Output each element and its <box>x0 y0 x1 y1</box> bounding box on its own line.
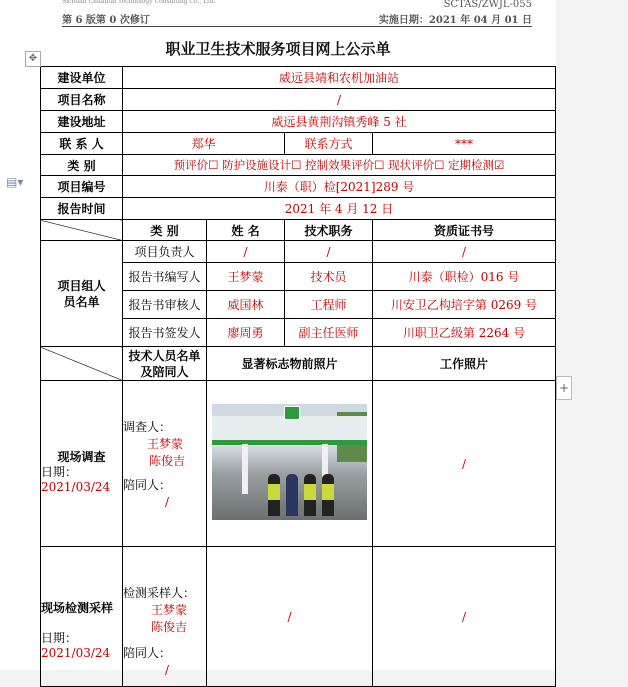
team-role: 报告书签发人 <box>123 319 207 347</box>
company-logo-text: Sichuan Chuantai Technology Consulting Co., Ltd. <box>62 0 216 5</box>
team-role: 项目负责人 <box>123 241 207 263</box>
photo-vest <box>268 484 280 500</box>
project-name-label: 项目名称 <box>41 89 123 111</box>
team-name: / <box>207 241 285 263</box>
companion-label: 陪同人： <box>123 478 172 492</box>
survey-work-photo: / <box>373 381 556 547</box>
report-time-value: 2021 年 4 月 12 日 <box>123 198 556 220</box>
category-options: 预评价☐ 防护设施设计☐ 控制效果评价☐ 现状评价☐ 定期检测☑ <box>123 155 556 176</box>
notice-table <box>40 66 556 687</box>
sampling-personnel <box>123 547 207 687</box>
marker-photo-cell <box>207 381 373 547</box>
team-title: 工程师 <box>285 291 373 319</box>
sampling-companion-label: 陪同人： <box>123 646 172 660</box>
team-header-category: 类 别 <box>123 220 207 241</box>
sampling-work-photo: / <box>373 547 556 687</box>
add-column-plus-icon[interactable]: + <box>556 376 572 400</box>
contact-method-value: *** <box>373 133 556 155</box>
sampling-date-label: 日期： <box>41 631 78 645</box>
survey-date-label: 日期： <box>41 465 78 479</box>
survey-date: 2021/03/24 <box>41 480 111 494</box>
project-no-value: 川泰（职）检[2021]289 号 <box>123 176 556 198</box>
contact-method-label: 联系方式 <box>285 133 373 155</box>
team-cert: 川职卫乙级第 2264 号 <box>373 319 556 347</box>
photo-vest <box>304 484 316 500</box>
team-cert: / <box>373 241 556 263</box>
construction-unit-label: 建设单位 <box>41 67 123 89</box>
photo-person <box>286 474 298 516</box>
team-title: 技术员 <box>285 263 373 291</box>
project-name-value: / <box>123 89 556 111</box>
sampler-name: 陈俊吉 <box>151 620 188 634</box>
team-header-diagonal <box>41 220 123 241</box>
team-title: 副主任医师 <box>285 319 373 347</box>
companion-value: / <box>164 495 170 509</box>
team-title: / <box>285 241 373 263</box>
team-role: 报告书审核人 <box>123 291 207 319</box>
sampler-name: 王梦蒙 <box>151 603 188 617</box>
project-no-label: 项目编号 <box>41 176 123 198</box>
team-header-name: 姓 名 <box>207 220 285 241</box>
team-header-title: 技术职务 <box>285 220 373 241</box>
sampling-companion-value: / <box>164 663 170 677</box>
sampling-label: 现场检测采样 <box>41 601 114 615</box>
effective-date: 实施日期：2021 年 04 月 01 日 <box>378 15 532 26</box>
category-label: 类 别 <box>41 155 123 176</box>
team-name: 王梦蒙 <box>207 263 285 291</box>
sampler-label: 检测采样人： <box>123 586 196 600</box>
sampling-section <box>41 547 123 687</box>
document-options-icon[interactable]: ▤▾ <box>6 175 24 189</box>
team-cert: 川安卫乙构培字第 0269 号 <box>373 291 556 319</box>
address-value: 威远县黄荆沟镇秀峰 5 社 <box>123 111 556 133</box>
sampling-date: 2021/03/24 <box>41 646 111 660</box>
sampling-marker-photo: / <box>207 547 373 687</box>
address-label: 建设地址 <box>41 111 123 133</box>
investigator-label: 调查人： <box>123 420 172 434</box>
photo-canopy <box>212 416 367 445</box>
page-title: 职业卫生技术服务项目网上公示单 <box>165 40 391 58</box>
photos-header-marker: 显著标志物前照片 <box>207 347 373 381</box>
team-cert: 川泰（职检）016 号 <box>373 263 556 291</box>
team-header-cert: 资质证书号 <box>373 220 556 241</box>
photo-pillar <box>242 444 248 494</box>
report-time-label: 报告时间 <box>41 198 123 220</box>
survey-section <box>41 381 123 547</box>
revision-text: 第 6 版第 0 次修订 <box>62 15 150 26</box>
team-role: 报告书编写人 <box>123 263 207 291</box>
photos-header-diagonal <box>41 347 123 381</box>
document-code: SCTAS/ZWJL-055 <box>443 0 532 10</box>
investigator-name: 陈俊吉 <box>149 454 186 468</box>
photo-station-sign <box>284 406 300 420</box>
team-name: 威国林 <box>207 291 285 319</box>
survey-personnel <box>123 381 207 547</box>
photo-vest <box>322 484 334 500</box>
team-group-label: 项目组人员名单 <box>41 241 123 347</box>
document-header <box>62 0 532 28</box>
contact-label: 联 系 人 <box>41 133 123 155</box>
header-rule <box>62 26 532 27</box>
table-move-handle-icon[interactable]: ✥ <box>25 51 41 67</box>
contact-value: 郑华 <box>123 133 285 155</box>
survey-label: 现场调查 <box>57 450 106 464</box>
photos-header-personnel: 技术人员名单及陪同人 <box>123 347 207 381</box>
construction-unit-value: 威远县靖和农机加油站 <box>123 67 556 89</box>
photos-header-work: 工作照片 <box>373 347 556 381</box>
gas-station-photo <box>212 404 367 520</box>
investigator-name: 王梦蒙 <box>147 437 184 451</box>
team-name: 廖周勇 <box>207 319 285 347</box>
